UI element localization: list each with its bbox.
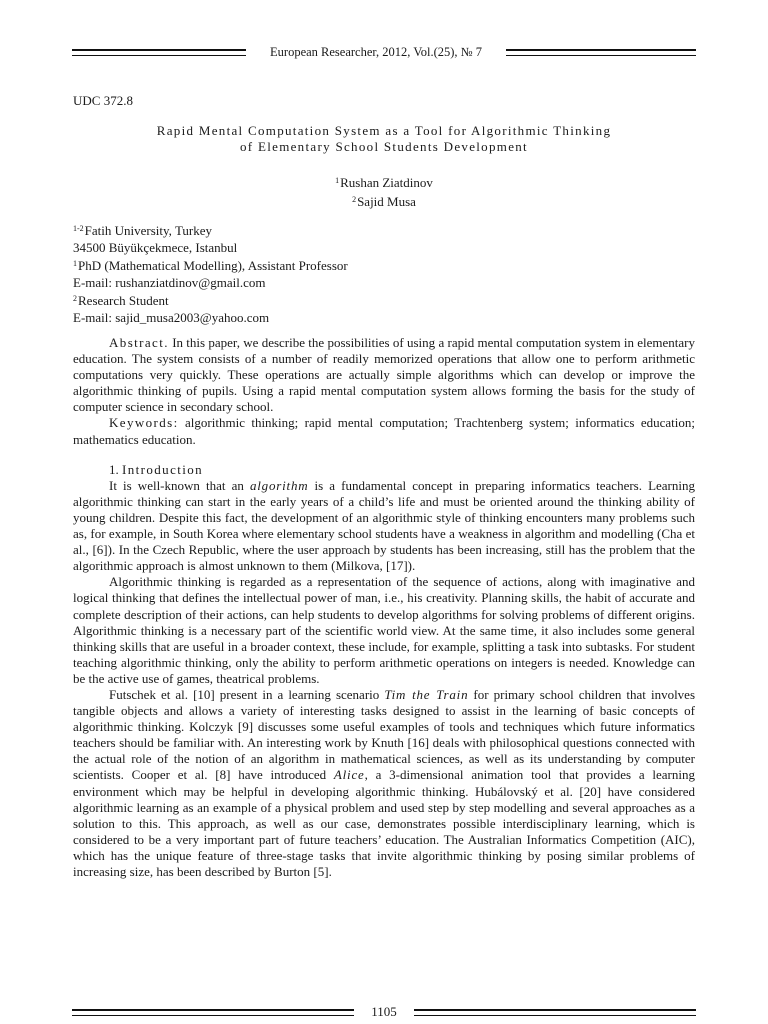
affiliation-line [73, 240, 693, 257]
affiliation-line [73, 256, 693, 275]
text-run: It is well-known that an [109, 477, 250, 493]
affiliation-line [73, 310, 693, 327]
affiliation-text: 34500 Büyükçekmece, Istanbul [73, 239, 238, 255]
abstract [73, 335, 695, 415]
udc-code: UDC 372.8 [73, 93, 133, 108]
keywords [73, 415, 695, 447]
paragraph: Algorithmic thinking is regarded as a representation of the sequence of actions, along with imaginative and logical thinking that defines the intellectual power of man, i.e., his creativity. Planning skills, the habit of accurate and complete description of their actions, can help students to develop algorithms for solving problems of different origins. Algorithmic thinking is a necessary part of the scientific world view. At the same time, it also includes some general thinking skills that are useful in a broader context, these include, for example, splitting a task into subtasks. For student teaching algorithmic thinking, only the ability to perform arithmetic operations on integers is needed. Knowledge can be the active use of games, theatrical problems. [73, 574, 695, 686]
affiliation-text: Fatih University, Turkey [84, 223, 213, 238]
author-sup: 1 [335, 176, 340, 185]
affiliation-text: Research Student [78, 293, 169, 308]
affiliation-email: E-mail: rushanziatdinov@gmail.com [73, 274, 266, 290]
paragraph [73, 687, 695, 880]
header-rule-left [72, 49, 246, 56]
affiliation-line [73, 221, 693, 240]
section-heading [73, 462, 695, 478]
text-run: , a 3-dimensional animation tool that provides a learning environment which may be helpful in developing algorithmic thinking. Hubálovský et al. [20] have considered algorithmic learning as an example of a physical problem and used step by step modelling and several approaches as a solution to this. This approach, as well as our case, demonstrates possible interdisciplinary learning, which is considered to be a very important part of future teachers’ education. The Australian Informatics Competition (AIC), which has the unique feature of three-stage tasks that invite algorithmic thinking by posing similar problems of increasing size, has been described by Burton [5]. [73, 767, 696, 879]
abstract-label: Abstract. [109, 335, 169, 350]
affiliation-block [73, 221, 693, 326]
spacer [73, 448, 695, 462]
affiliation-line [73, 275, 693, 292]
running-title: European Researcher, 2012, Vol.(25), № 7 [270, 44, 482, 59]
affiliation-line [73, 291, 693, 310]
keywords-label: Keywords: [109, 415, 179, 431]
keywords-text: algorithmic thinking; rapid mental computation; Trachtenberg system; informatics education; mathematics education. [73, 415, 696, 447]
footer-rule-right [414, 1009, 696, 1016]
author [72, 192, 696, 211]
affiliation-email: E-mail: sajid_musa2003@yahoo.com [73, 309, 270, 325]
affiliation-sup: 1 [73, 259, 77, 268]
affiliation-sup: 2 [73, 294, 77, 303]
page-number: 1105 [371, 1004, 397, 1019]
paragraph [73, 478, 695, 575]
affiliation-text: PhD (Mathematical Modelling), Assistant Professor [78, 258, 348, 273]
footer-rule-left [72, 1009, 354, 1016]
paper-title [72, 123, 696, 155]
abstract-text: In this paper, we describe the possibilities of using a rapid mental computation system in elementary education. The system consists of a number of readily memorized operations that allow one to perform arithmetic computations very quickly. These operations are actually simple algorithms which can develop or improve the algorithmic thinking of pupils. Using a rapid mental computation system allows forming the basis for the study of computer science in secondary school. [73, 335, 695, 415]
author-name: Sajid Musa [357, 193, 416, 209]
title-line-2: of Elementary School Students Development [240, 139, 528, 154]
running-header [72, 42, 696, 62]
text-run: is a fundamental concept in preparing informatics teachers. Learning algorithmic thinking can start in the early years of a child’s life and must be oriented around the thinking ability of young children. Despite this fact, the development of an algorithmic style of thinking encounters many problems such as, for example, in South Korea where elementary school students have a weakness in algorithm and modelling (Cha et al., [6]). In the Czech Republic, where the user approach by students has been increasing, still has the problem that the algorithmic approach is almost unknown to them (Milkova, [17]). [73, 477, 695, 574]
italic-term: Alice [333, 767, 365, 783]
page-footer [72, 1003, 696, 1021]
affiliation-sup: 1-2 [73, 224, 84, 233]
italic-term: algorithm [249, 477, 309, 493]
text-run: Futschek et al. [10] present in a learning scenario [109, 686, 385, 702]
section-number: 1. [109, 461, 119, 477]
title-line-1: Rapid Mental Computation System as a Tool for Algorithmic Thinking [156, 123, 612, 138]
author-name: Rushan Ziatdinov [340, 175, 433, 190]
header-rule-right [506, 49, 696, 56]
author-list [72, 173, 696, 210]
text-run: for primary school children that involves tangible objects and allows a variety of interesting tasks designed to assist in the learning of basic concepts of algorithmic thinking. Kolczyk [9] discusses some useful examples of tools and techniques which future informatics teachers should be familiar with. An interesting work by Knuth [16] deals with philosophical questions connected with the actual role of the notion of an algorithm in mathematical sciences, as well as its understanding by computer scientists. Cooper et al. [8] have introduced [73, 686, 696, 783]
author-sup: 2 [352, 194, 357, 204]
section-title: Introduction [122, 461, 204, 477]
author [72, 173, 696, 192]
article-body [73, 335, 695, 880]
italic-term: Tim the Train [384, 686, 469, 702]
